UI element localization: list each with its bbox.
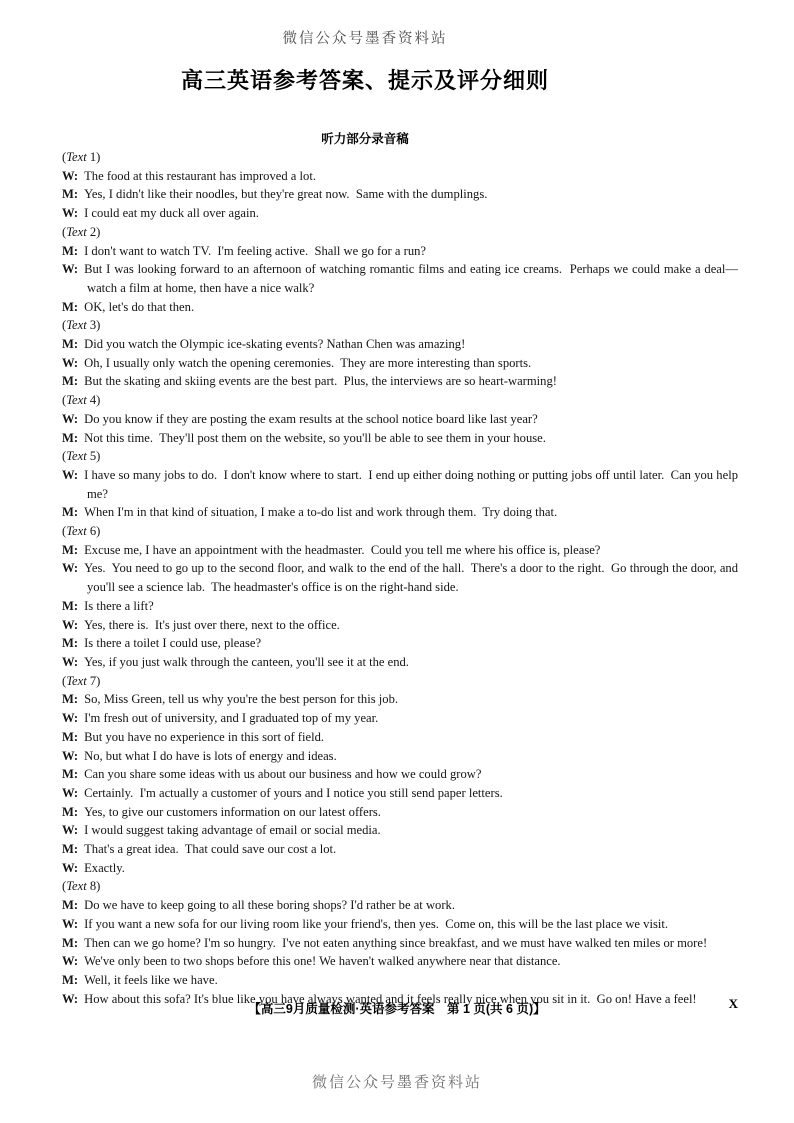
dialogue-text: That's a great idea. That could save our cost a lot. (84, 842, 337, 857)
dialogue-line (62, 952, 738, 971)
speaker-label: W: (62, 823, 79, 838)
dialogue-line (62, 185, 738, 204)
speaker-label: W: (62, 617, 79, 632)
dialogue-line (62, 859, 738, 878)
dialogue-text: Is there a toilet I could use, please? (84, 636, 262, 651)
dialogue-line (62, 429, 738, 448)
dialogue-line (62, 747, 738, 766)
dialogue-text: Yes, to give our customers information on our latest offers. (84, 804, 381, 819)
watermark-bottom: 微信公众号墨香资料站 (311, 1075, 482, 1091)
speaker-label: W: (62, 411, 79, 426)
page-footer: 【高三9月质量检测·英语参考答案 第 1 页(共 6 页)】 (248, 1002, 546, 1016)
dialogue-text: The food at this restaurant has improved a lot. (84, 168, 316, 183)
speaker-label: M: (62, 598, 79, 613)
dialogue-line (62, 896, 738, 915)
dialogue-text: Yes, if you just walk through the canteen, you'll see it at the end. (84, 654, 409, 669)
dialogue-line (62, 559, 742, 596)
speaker-label: M: (62, 243, 79, 258)
dialogue-text: Excuse me, I have an appointment with the headmaster. Could you tell me where his office is, please? (84, 542, 601, 557)
section-subtitle: 听力部分录音稿 (321, 132, 409, 146)
dialogue-text: But you have no experience in this sort of field. (84, 729, 325, 744)
speaker-label: W: (62, 262, 79, 277)
dialogue-line (62, 616, 738, 635)
text-header: (Text 7) (62, 673, 101, 688)
dialogue-text: Do you know if they are posting the exam results at the school notice board like last year? (84, 411, 538, 426)
speaker-label: M: (62, 972, 79, 987)
speaker-label: M: (62, 337, 79, 352)
speaker-label: W: (62, 654, 79, 669)
dialogue-text: Yes, there is. It's just over there, next to the office. (84, 617, 340, 632)
dialogue-line (62, 934, 738, 953)
speaker-label: M: (62, 842, 79, 857)
dialogue-text: Oh, I usually only watch the opening ceremonies. They are more interesting than sports. (84, 355, 532, 370)
dialogue-line (62, 634, 738, 653)
dialogue-line (62, 260, 738, 297)
dialogue-line (62, 597, 738, 616)
transcript-section (62, 672, 738, 878)
speaker-label: W: (62, 748, 79, 763)
speaker-label: W: (62, 916, 79, 931)
speaker-label: W: (62, 561, 79, 576)
speaker-label: W: (62, 860, 79, 875)
watermark-top: 微信公众号墨香资料站 (282, 31, 448, 47)
speaker-label: M: (62, 542, 79, 557)
text-header: (Text 1) (62, 150, 101, 164)
dialogue-line (62, 765, 738, 784)
page-title: 高三英语参考答案、提示及评分细则 (180, 68, 549, 93)
transcript-section (62, 223, 738, 317)
dialogue-text: I don't want to watch TV. I'm feeling active. Shall we go for a run? (84, 243, 427, 258)
dialogue-line (62, 466, 742, 503)
dialogue-text: Exactly. (84, 860, 125, 875)
dialogue-line (62, 410, 738, 429)
text-header: (Text 8) (62, 879, 101, 894)
speaker-label: M: (62, 505, 79, 520)
dialogue-text: So, Miss Green, tell us why you're the best person for this job. (84, 692, 399, 707)
dialogue-line (62, 915, 738, 934)
transcript-section (62, 447, 742, 522)
dialogue-line (62, 821, 738, 840)
speaker-label: W: (62, 711, 79, 726)
dialogue-line (62, 372, 738, 391)
dialogue-text: When I'm in that kind of situation, I make a to-do list and work through them. Try doing that. (84, 505, 558, 520)
speaker-label: W: (62, 206, 79, 221)
speaker-label: M: (62, 804, 79, 819)
speaker-label: M: (62, 898, 79, 913)
dialogue-text: But I was looking forward to an afternoon of watching romantic films and eating ice creams. Perhaps we could make a deal—watch a film at home, then have a nice walk? (84, 262, 738, 295)
dialogue-line (62, 541, 738, 560)
dialogue-line (62, 803, 738, 822)
dialogue-line (62, 971, 738, 990)
dialogue-line (62, 709, 738, 728)
transcript-section (62, 148, 738, 223)
dialogue-text: Well, it feels like we have. (84, 972, 218, 987)
dialogue-line (62, 503, 738, 522)
transcript-section (62, 316, 738, 391)
dialogue-line (62, 653, 738, 672)
dialogue-text: Certainly. I'm actually a customer of yours and I notice you still send paper letters. (84, 785, 503, 800)
dialogue-line (62, 354, 738, 373)
speaker-label: W: (62, 355, 79, 370)
text-header: (Text 5) (62, 449, 101, 464)
dialogue-text: Can you share some ideas with us about our business and how we could grow? (84, 767, 482, 782)
speaker-label: W: (62, 467, 79, 482)
speaker-label: W: (62, 954, 79, 969)
dialogue-text: I could eat my duck all over again. (84, 206, 259, 221)
dialogue-text: Not this time. They'll post them on the website, so you'll be able to see them in your house. (84, 430, 546, 445)
dialogue-text: Yes. You need to go up to the second floor, and walk to the end of the hall. There's a door to the right. Go through the door, and you'll see a science lab. The headmaster's office is on the right-hand side. (84, 561, 742, 595)
speaker-label: M: (62, 299, 79, 314)
speaker-label: M: (62, 729, 79, 744)
dialogue-text: I would suggest taking advantage of email or social media. (84, 823, 381, 838)
dialogue-text: OK, let's do that then. (84, 299, 195, 314)
dialogue-line (62, 690, 738, 709)
dialogue-line (62, 298, 738, 317)
footer-mark: X (728, 996, 738, 1011)
speaker-label: W: (62, 168, 79, 183)
speaker-label: W: (62, 991, 79, 1006)
dialogue-line (62, 167, 738, 186)
dialogue-text: Is there a lift? (84, 598, 154, 613)
speaker-label: M: (62, 767, 79, 782)
dialogue-text: Then can we go home? I'm so hungry. I've not eaten anything since breakfast, and we must have walked ten miles or more! (84, 935, 708, 950)
dialogue-text: We've only been to two shops before this one! We haven't walked anywhere near that distance. (84, 954, 561, 969)
dialogue-line (62, 204, 738, 223)
dialogue-text: I'm fresh out of university, and I graduated top of my year. (84, 711, 379, 726)
text-header: (Text 6) (62, 524, 101, 539)
dialogue-text: I have so many jobs to do. I don't know where to start. I end up either doing nothing or putting jobs off until later. Can you help me? (84, 467, 742, 501)
transcript-section (62, 522, 742, 672)
transcript (62, 148, 742, 1008)
speaker-label: W: (62, 785, 79, 800)
speaker-label: M: (62, 692, 79, 707)
dialogue-text: How about this sofa? It's blue like you have always wanted and it feels really nice when you sit in it. Go on! Have a feel! (84, 991, 697, 1006)
dialogue-line (62, 728, 738, 747)
dialogue-text: Did you watch the Olympic ice-skating events? Nathan Chen was amazing! (84, 337, 466, 352)
dialogue-text: But the skating and skiing events are the best part. Plus, the interviews are so heart-warming! (84, 374, 557, 389)
dialogue-line (62, 840, 738, 859)
text-header: (Text 3) (62, 318, 101, 333)
dialogue-line (62, 335, 738, 354)
dialogue-line (62, 784, 738, 803)
speaker-label: M: (62, 374, 79, 389)
text-header: (Text 2) (62, 224, 101, 239)
speaker-label: M: (62, 187, 79, 202)
transcript-section (62, 877, 738, 1008)
dialogue-text: Yes, I didn't like their noodles, but they're great now. Same with the dumplings. (84, 187, 488, 202)
dialogue-text: No, but what I do have is lots of energy and ideas. (84, 748, 337, 763)
speaker-label: M: (62, 636, 79, 651)
speaker-label: M: (62, 935, 79, 950)
text-header: (Text 4) (62, 393, 101, 408)
dialogue-text: Do we have to keep going to all these boring shops? I'd rather be at work. (84, 898, 455, 913)
dialogue-text: If you want a new sofa for our living room like your friend's, then yes. Come on, this will be the last place we visit. (84, 916, 668, 931)
transcript-section (62, 391, 738, 447)
dialogue-line (62, 242, 738, 261)
speaker-label: M: (62, 430, 79, 445)
